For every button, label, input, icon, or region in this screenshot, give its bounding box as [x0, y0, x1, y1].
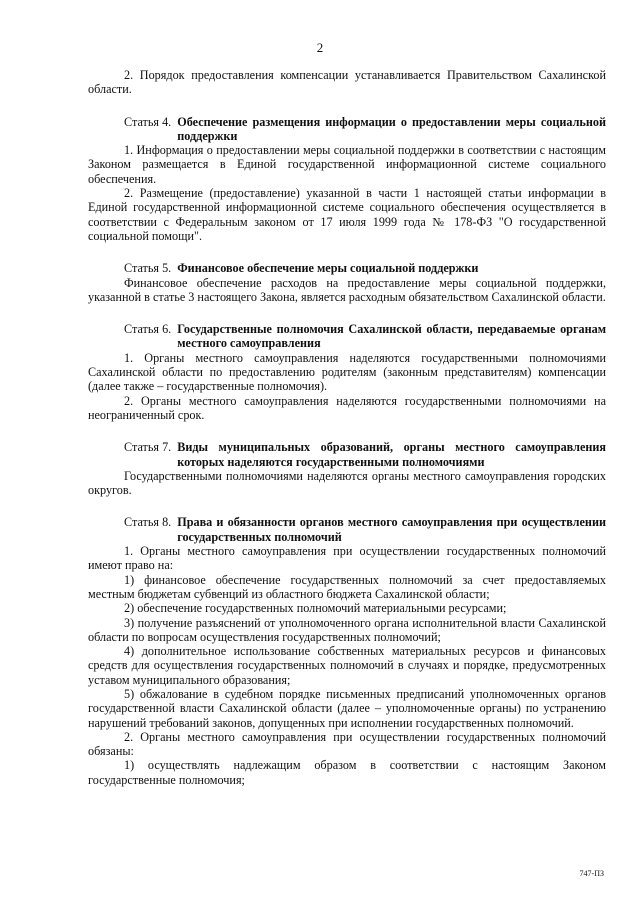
article-paragraph: Финансовое обеспечение расходов на предоставление меры социальной поддержки, указанной в статье 3 настоящего Закона, является расходным обязательством Сахалинской области.	[88, 275, 606, 304]
article-title: Финансовое обеспечение меры социальной поддержки	[177, 261, 479, 276]
article-title: Виды муниципальных образований, органы местного самоуправления которых наделяются государственными полномочиями	[177, 440, 606, 469]
document-code: 747-ПЗ	[579, 869, 604, 878]
article-paragraph: 2. Размещение (предоставление) указанной в части 1 настоящей статьи информации в Единой государственной информационной системе социального обеспечения осуществляется в соответствии с Федеральным законом от 17 июля 1999 года № 178-ФЗ "О государственной социальной помощи".	[88, 186, 606, 243]
article-paragraph: 1. Органы местного самоуправления при осуществлении государственных полномочий имеют право на:	[88, 544, 606, 573]
article-list-item: 1) финансовое обеспечение государственных полномочий за счет предоставляемых местным бюджетам субвенций из областного бюджета Сахалинской области;	[88, 572, 606, 601]
article-paragraph: 1. Органы местного самоуправления наделяются государственными полномочиями Сахалинской области по предоставлению родителям (законным представителям) компенсации (далее также – государственные полномочия).	[88, 350, 606, 394]
article-label: Статья 5.	[124, 261, 172, 276]
article-list-item: 5) обжалование в судебном порядке письменных предписаний уполномоченных органов государственной власти Сахалинской области (далее – уполномоченные органы) по устранению нарушений требований законов, допущенных при исполнении государственных полномочий.	[88, 686, 606, 730]
article-paragraph: 2. Органы местного самоуправления при осуществлении государственных полномочий обязаны:	[88, 729, 606, 759]
article-list-item: 3) получение разъяснений от уполномоченного органа исполнительной власти Сахалинской области по вопросам осуществления государственных полномочий;	[88, 615, 606, 644]
article-4-heading	[88, 115, 606, 144]
page-number: 2	[316, 40, 324, 55]
article-label: Статья 7.	[124, 440, 172, 455]
article-6-heading	[88, 322, 606, 351]
article-list-item: 4) дополнительное использование собственных материальных ресурсов и финансовых средств для осуществления государственных полномочий в случаях и порядке, предусмотренных уставом муниципального образования;	[88, 644, 606, 687]
article-8-heading	[88, 515, 606, 544]
article-title: Права и обязанности органов местного самоуправления при осуществлении государственных полномочий	[177, 515, 606, 544]
intro-paragraph: 2. Порядок предоставления компенсации устанавливается Правительством Сахалинской области.	[88, 68, 606, 97]
document-body	[88, 68, 606, 787]
article-paragraph: Государственными полномочиями наделяются органы местного самоуправления городских округов.	[88, 468, 606, 498]
article-list-item: 2) обеспечение государственных полномочий материальными ресурсами;	[124, 601, 507, 616]
article-paragraph: 1. Информация о предоставлении меры социальной поддержки в соответствии с настоящим Законом размещается в Единой государственной информационной системе социального обеспечения.	[88, 143, 606, 186]
article-list-item: 1) осуществлять надлежащим образом в соответствии с настоящим Законом государственные полномочия;	[88, 758, 606, 787]
article-7-heading	[88, 440, 606, 469]
article-title: Государственные полномочия Сахалинской области, передаваемые органам местного самоуправления	[177, 322, 606, 351]
article-label: Статья 4.	[124, 114, 172, 129]
article-title: Обеспечение размещения информации о предоставлении меры социальной поддержки	[177, 114, 606, 143]
article-paragraph: 2. Органы местного самоуправления наделяются государственными полномочиями на неограниченный срок.	[88, 393, 606, 422]
article-5-heading	[88, 261, 606, 275]
article-label: Статья 8.	[124, 515, 172, 530]
article-label: Статья 6.	[124, 322, 172, 337]
